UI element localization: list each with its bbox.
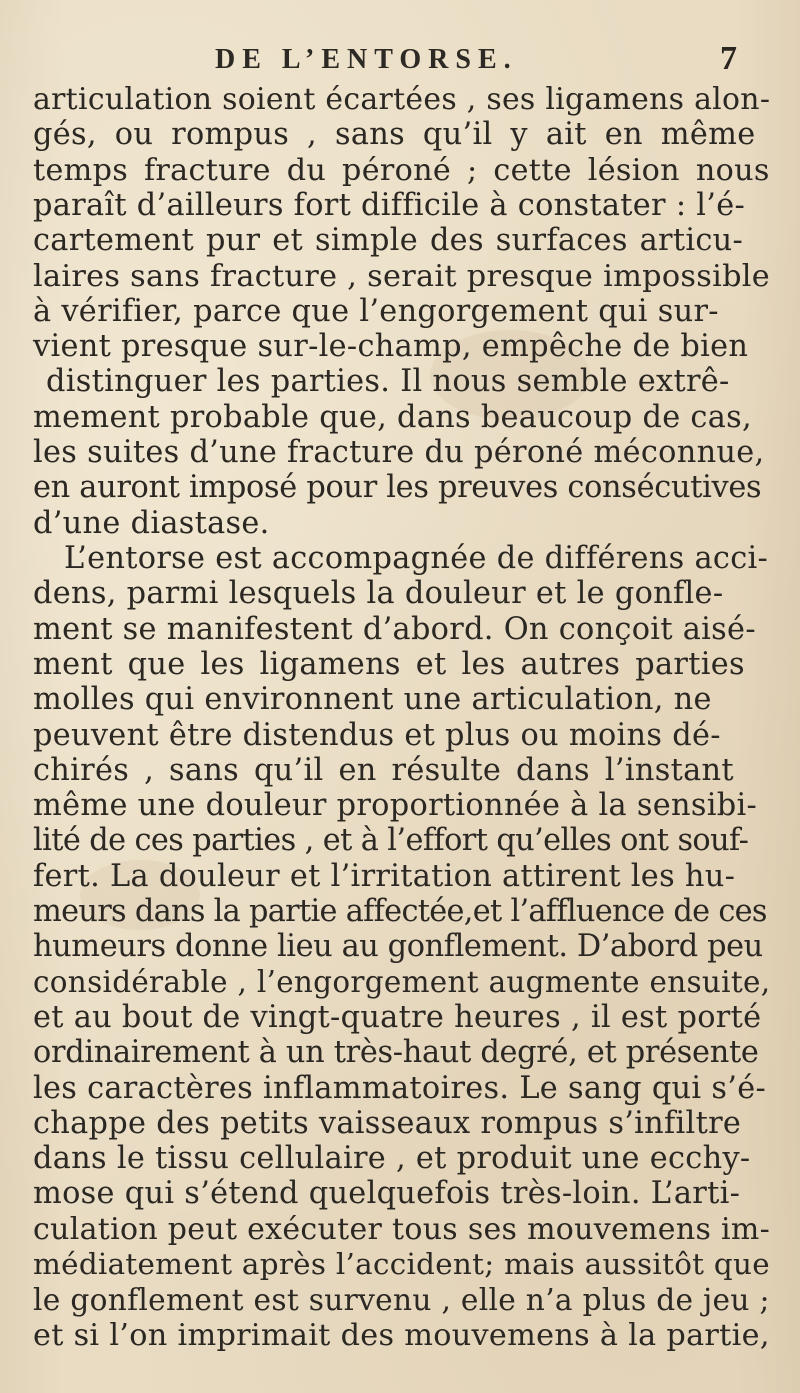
text-line: en auront imposé pour les preuves consécutives	[33, 470, 762, 506]
page-header	[0, 40, 800, 84]
text-line: dens, parmi lesquels la douleur et le gonfle-	[33, 576, 724, 612]
text-line: gés, ou rompus , sans qu’il y ait en même	[33, 117, 756, 153]
running-head: DE L’ENTORSE.	[215, 44, 518, 75]
text-line: le gonflement est survenu , elle n’a plus de jeu ;	[33, 1282, 770, 1318]
text-line: même une douleur proportionnée à la sensibi-	[33, 788, 758, 824]
text-line: ordinairement à un très-haut degré, et présente	[33, 1035, 759, 1071]
text-line: médiatement après l’accident; mais aussitôt que	[33, 1247, 770, 1282]
text-line: temps fracture du péroné ; cette lésion nous	[33, 152, 770, 188]
text-line: d’une diastase.	[33, 505, 270, 541]
page-number: 7	[720, 40, 737, 77]
text-line: à vérifier, parce que l’engorgement qui sur-	[33, 293, 719, 329]
text-line: les suites d’une fracture du péroné méconnue,	[33, 435, 765, 471]
text-line: peuvent être distendus et plus ou moins dé-	[33, 717, 721, 753]
text-line: distinguer les parties. Il nous semble extrê-	[46, 364, 730, 400]
text-line: considérable , l’engorgement augmente ensuite,	[33, 964, 771, 999]
text-line: mose qui s’étend quelquefois très-loin. L’arti-	[33, 1176, 741, 1212]
text-line: dans le tissu cellulaire , et produit une ecchy-	[33, 1141, 751, 1177]
text-line: ment se manifestent d’abord. On conçoit aisé-	[33, 611, 756, 647]
text-line: fert. La douleur et l’irritation attirent les hu-	[33, 858, 736, 894]
text-line: culation peut exécuter tous ses mouvemens im-	[33, 1211, 771, 1247]
text-line: humeurs donne lieu au gonflement. D’abord peu	[33, 929, 763, 965]
text-line: meurs dans la partie affectée,et l’affluence de ces	[33, 894, 767, 930]
text-line: cartement pur et simple des surfaces articu-	[33, 223, 744, 259]
text-line: paraît d’ailleurs fort difficile à constater : l’é-	[33, 187, 746, 223]
text-line: chirés , sans qu’il en résulte dans l’instant	[33, 752, 734, 788]
text-line: L’entorse est accompagnée de différens acci-	[64, 540, 769, 576]
text-line: ment que les ligamens et les autres parties	[33, 646, 745, 682]
text-line: vient presque sur-le-champ, empêche de bien	[33, 329, 749, 365]
text-line: chappe des petits vaisseaux rompus s’infiltre	[33, 1105, 742, 1141]
text-line: laires sans fracture , serait presque impossible	[33, 258, 771, 294]
text-line: et au bout de vingt-quatre heures , il est porté	[33, 999, 762, 1035]
text-line: articulation soient écartées , ses ligamens alon-	[33, 82, 771, 117]
text-line: molles qui environnent une articulation, ne	[33, 682, 712, 718]
text-line: et si l’on imprimait des mouvemens à la partie,	[33, 1317, 770, 1353]
text-line: les caractères inflammatoires. Le sang qui s’é-	[33, 1070, 767, 1106]
text-line: mement probable que, dans beaucoup de cas,	[33, 399, 752, 435]
text-line: lité de ces parties , et à l’effort qu’elles ont souf-	[33, 823, 749, 859]
